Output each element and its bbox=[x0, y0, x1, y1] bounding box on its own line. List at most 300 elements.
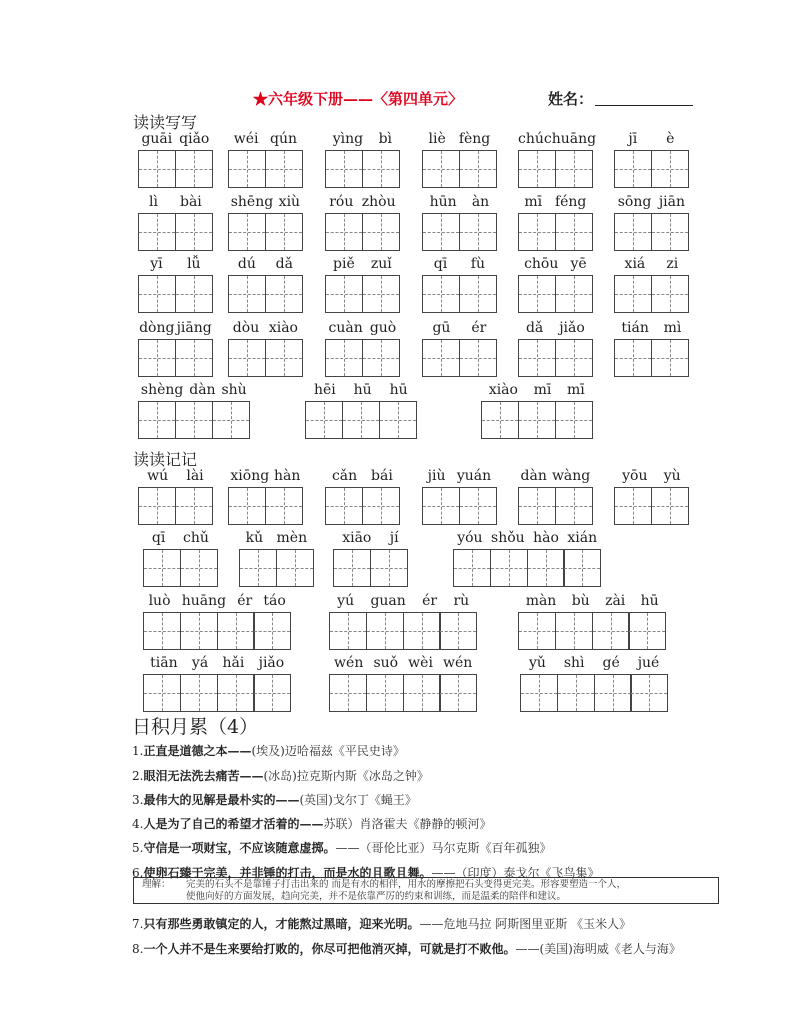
quote-source: (冰岛)拉克斯内斯《冰岛之钟》 bbox=[263, 769, 429, 783]
pinyin-syllable: yuán bbox=[456, 468, 492, 484]
tianzige-cell[interactable] bbox=[276, 549, 314, 587]
tianzige-cell[interactable] bbox=[594, 674, 632, 712]
quote-item bbox=[132, 839, 551, 856]
tianzige-cell[interactable] bbox=[325, 339, 363, 377]
writing-boxes bbox=[614, 487, 689, 525]
pinyin bbox=[333, 530, 408, 546]
pinyin bbox=[138, 382, 250, 398]
pinyin-syllable: zuǐ bbox=[370, 256, 392, 272]
pinyin bbox=[422, 131, 497, 147]
writing-boxes bbox=[614, 213, 689, 251]
tianzige-cell[interactable] bbox=[555, 612, 593, 650]
tianzige-cell[interactable] bbox=[305, 401, 343, 439]
tianzige-cell[interactable] bbox=[630, 674, 668, 712]
pinyin bbox=[325, 256, 400, 272]
writing-boxes bbox=[143, 674, 291, 712]
tianzige-cell[interactable] bbox=[370, 549, 408, 587]
pinyin-syllable: hū bbox=[389, 382, 408, 398]
tianzige-cell[interactable] bbox=[651, 339, 689, 377]
read-remember-word bbox=[143, 655, 291, 713]
pinyin bbox=[143, 593, 291, 609]
pinyin bbox=[614, 131, 689, 147]
pinyin-syllable: dú bbox=[237, 256, 256, 272]
tianzige-cell[interactable] bbox=[592, 612, 630, 650]
tianzige-cell[interactable] bbox=[518, 401, 556, 439]
pinyin-syllable: ér bbox=[471, 320, 487, 336]
writing-boxes bbox=[138, 339, 213, 377]
pinyin-syllable: bài bbox=[179, 194, 202, 210]
tianzige-cell[interactable] bbox=[325, 487, 363, 525]
tianzige-cell[interactable] bbox=[366, 612, 404, 650]
explanation-box bbox=[133, 877, 719, 904]
tianzige-cell[interactable] bbox=[518, 612, 556, 650]
pinyin-syllable: ér bbox=[237, 593, 253, 609]
pinyin-syllable: jiāng bbox=[176, 320, 212, 336]
tianzige-cell[interactable] bbox=[557, 674, 595, 712]
pinyin-syllable: hūn bbox=[429, 194, 457, 210]
quote-source: ——危地马拉 阿斯图里亚斯 《玉米人》 bbox=[419, 917, 632, 931]
tianzige-cell[interactable] bbox=[228, 339, 266, 377]
read-write-word bbox=[138, 256, 213, 314]
quote-source: ——(美国)海明威《老人与海》 bbox=[515, 942, 681, 956]
writing-boxes bbox=[518, 213, 593, 251]
tianzige-cell[interactable] bbox=[422, 487, 460, 525]
pinyin bbox=[228, 320, 303, 336]
read-remember-word bbox=[518, 593, 666, 651]
pinyin-syllable: mī bbox=[524, 194, 543, 210]
quote-number: 4. bbox=[132, 817, 144, 831]
tianzige-cell[interactable] bbox=[217, 674, 255, 712]
read-write-word bbox=[422, 194, 497, 252]
writing-boxes bbox=[422, 275, 497, 313]
pinyin-syllable: bái bbox=[371, 468, 393, 484]
pinyin-syllable: jué bbox=[637, 655, 660, 671]
tianzige-cell[interactable] bbox=[333, 549, 371, 587]
read-write-word bbox=[614, 320, 689, 378]
tianzige-cell[interactable] bbox=[325, 150, 363, 188]
pinyin bbox=[614, 194, 689, 210]
tianzige-cell[interactable] bbox=[614, 339, 652, 377]
header bbox=[0, 88, 794, 112]
tianzige-cell[interactable] bbox=[614, 275, 652, 313]
pinyin-syllable: dòng bbox=[139, 320, 175, 336]
pinyin bbox=[143, 655, 291, 671]
tianzige-cell[interactable] bbox=[518, 150, 556, 188]
read-write-word bbox=[325, 256, 400, 314]
quote-text: 人是为了自己的希望才活着的—— bbox=[143, 817, 324, 831]
writing-boxes bbox=[520, 674, 668, 712]
pinyin-syllable: féng bbox=[554, 194, 587, 210]
tianzige-cell[interactable] bbox=[138, 213, 176, 251]
tianzige-cell[interactable] bbox=[138, 275, 176, 313]
read-write-word bbox=[138, 382, 250, 440]
tianzige-cell[interactable] bbox=[555, 213, 593, 251]
tianzige-cell[interactable] bbox=[651, 487, 689, 525]
pinyin bbox=[325, 194, 400, 210]
tianzige-cell[interactable] bbox=[422, 275, 460, 313]
tianzige-cell[interactable] bbox=[175, 275, 213, 313]
pinyin-syllable: xiá bbox=[624, 256, 646, 272]
read-write-word bbox=[138, 194, 213, 252]
tianzige-cell[interactable] bbox=[329, 674, 367, 712]
tianzige-cell[interactable] bbox=[175, 401, 213, 439]
pinyin bbox=[518, 194, 593, 210]
read-write-word bbox=[228, 131, 303, 189]
pinyin-syllable: xiāo bbox=[342, 530, 372, 546]
pinyin-syllable: xiōng bbox=[230, 468, 270, 484]
pinyin bbox=[422, 256, 497, 272]
pinyin-syllable: cǎn bbox=[331, 468, 358, 484]
pinyin-syllable: qiǎo bbox=[179, 131, 210, 147]
pinyin-syllable: guan bbox=[370, 593, 406, 609]
tianzige-cell[interactable] bbox=[175, 339, 213, 377]
tianzige-cell[interactable] bbox=[138, 150, 176, 188]
pinyin-syllable: wéi bbox=[233, 131, 259, 147]
tianzige-cell[interactable] bbox=[212, 401, 250, 439]
read-write-word bbox=[518, 320, 593, 378]
pinyin bbox=[305, 382, 417, 398]
tianzige-cell[interactable] bbox=[362, 339, 400, 377]
read-remember-word bbox=[422, 468, 497, 526]
pinyin-syllable: xiào bbox=[488, 382, 518, 398]
tianzige-cell[interactable] bbox=[362, 213, 400, 251]
pinyin-syllable: tián bbox=[621, 320, 649, 336]
tianzige-cell[interactable] bbox=[459, 339, 497, 377]
writing-boxes bbox=[453, 549, 601, 587]
writing-boxes bbox=[518, 150, 593, 188]
tianzige-cell[interactable] bbox=[403, 674, 441, 712]
tianzige-cell[interactable] bbox=[422, 150, 460, 188]
tianzige-cell[interactable] bbox=[555, 275, 593, 313]
pinyin-syllable: kǔ bbox=[245, 530, 264, 546]
read-write-word bbox=[325, 131, 400, 189]
tianzige-cell[interactable] bbox=[253, 612, 291, 650]
tianzige-cell[interactable] bbox=[362, 487, 400, 525]
quote-source: 苏联）肖洛霍夫《静静的顿河》 bbox=[323, 817, 492, 831]
pinyin-syllable: gé bbox=[602, 655, 620, 671]
quote-source: (埃及)迈哈福兹《平民史诗》 bbox=[251, 744, 405, 758]
quote-text: 只有那些勇敢镇定的人，才能熬过黑暗，迎来光明。 bbox=[143, 917, 420, 931]
quote-number: 6. bbox=[132, 866, 144, 880]
tianzige-cell[interactable] bbox=[459, 150, 497, 188]
tianzige-cell[interactable] bbox=[520, 674, 558, 712]
pinyin-syllable: shēng bbox=[230, 194, 274, 210]
writing-boxes bbox=[325, 150, 400, 188]
pinyin-syllable: piě bbox=[333, 256, 355, 272]
pinyin-syllable: àn bbox=[471, 194, 490, 210]
tianzige-cell[interactable] bbox=[439, 612, 477, 650]
quote-number: 8. bbox=[132, 942, 144, 956]
pinyin-syllable: gū bbox=[432, 320, 451, 336]
tianzige-cell[interactable] bbox=[342, 401, 380, 439]
tianzige-cell[interactable] bbox=[459, 487, 497, 525]
pinyin-syllable: sōng bbox=[617, 194, 652, 210]
read-write-word bbox=[228, 194, 303, 252]
pinyin bbox=[325, 468, 400, 484]
tianzige-cell[interactable] bbox=[138, 487, 176, 525]
read-remember-word bbox=[518, 468, 593, 526]
pinyin-syllable: hēi bbox=[313, 382, 336, 398]
pinyin-syllable: mī bbox=[533, 382, 552, 398]
pinyin-syllable: mèn bbox=[276, 530, 308, 546]
tianzige-cell[interactable] bbox=[453, 549, 491, 587]
pinyin bbox=[481, 382, 593, 398]
writing-boxes bbox=[614, 275, 689, 313]
tianzige-cell[interactable] bbox=[239, 549, 277, 587]
pinyin-syllable: chuāng bbox=[543, 131, 597, 147]
writing-boxes bbox=[325, 213, 400, 251]
pinyin-syllable: shì bbox=[563, 655, 585, 671]
pinyin-syllable: rù bbox=[453, 593, 470, 609]
tianzige-cell[interactable] bbox=[555, 150, 593, 188]
tianzige-cell[interactable] bbox=[253, 674, 291, 712]
pinyin-syllable: shǒu bbox=[491, 530, 525, 546]
section-read-remember: 读读记记 bbox=[133, 450, 198, 469]
writing-boxes bbox=[422, 487, 497, 525]
pinyin-syllable: wén bbox=[334, 655, 364, 671]
pinyin-syllable: qún bbox=[270, 131, 298, 147]
writing-boxes bbox=[422, 150, 497, 188]
pinyin bbox=[138, 194, 213, 210]
tianzige-cell[interactable] bbox=[518, 275, 556, 313]
pinyin-syllable: suǒ bbox=[373, 655, 399, 671]
writing-boxes bbox=[228, 150, 303, 188]
tianzige-cell[interactable] bbox=[138, 401, 176, 439]
pinyin-syllable: chǔ bbox=[183, 530, 209, 546]
tianzige-cell[interactable] bbox=[614, 487, 652, 525]
tianzige-cell[interactable] bbox=[228, 487, 266, 525]
read-remember-word bbox=[329, 655, 477, 713]
pinyin-syllable: jiù bbox=[427, 468, 446, 484]
tianzige-cell[interactable] bbox=[527, 549, 565, 587]
read-remember-word bbox=[228, 468, 303, 526]
pinyin-syllable: luò bbox=[148, 593, 171, 609]
tianzige-cell[interactable] bbox=[481, 401, 519, 439]
pinyin bbox=[518, 593, 666, 609]
pinyin bbox=[325, 131, 400, 147]
pinyin-syllable: tiān bbox=[150, 655, 178, 671]
pinyin-syllable: yù bbox=[663, 468, 681, 484]
pinyin-syllable: qī bbox=[433, 256, 448, 272]
tianzige-cell[interactable] bbox=[143, 549, 181, 587]
pinyin-syllable: shèng bbox=[140, 382, 184, 398]
pinyin bbox=[518, 468, 593, 484]
read-write-word bbox=[518, 131, 597, 189]
tianzige-cell[interactable] bbox=[180, 549, 218, 587]
quote-number: 1. bbox=[132, 744, 144, 758]
quote-number: 3. bbox=[132, 793, 144, 807]
tianzige-cell[interactable] bbox=[555, 487, 593, 525]
writing-boxes bbox=[333, 549, 408, 587]
pinyin-syllable: lǚ bbox=[187, 256, 201, 272]
tianzige-cell[interactable] bbox=[490, 549, 528, 587]
writing-boxes bbox=[518, 487, 593, 525]
tianzige-cell[interactable] bbox=[518, 339, 556, 377]
tianzige-cell[interactable] bbox=[138, 339, 176, 377]
read-remember-word bbox=[453, 530, 601, 588]
pinyin-syllable: wèi bbox=[408, 655, 433, 671]
tianzige-cell[interactable] bbox=[325, 275, 363, 313]
tianzige-cell[interactable] bbox=[265, 487, 303, 525]
pinyin-syllable: dòu bbox=[232, 320, 260, 336]
read-write-word bbox=[422, 320, 497, 378]
tianzige-cell[interactable] bbox=[265, 339, 303, 377]
pinyin bbox=[329, 593, 477, 609]
quote-item bbox=[132, 742, 405, 759]
read-remember-word bbox=[333, 530, 408, 588]
pinyin bbox=[422, 194, 497, 210]
tianzige-cell[interactable] bbox=[439, 674, 477, 712]
tianzige-cell[interactable] bbox=[422, 339, 460, 377]
tianzige-cell[interactable] bbox=[555, 339, 593, 377]
pinyin-syllable: wén bbox=[443, 655, 473, 671]
read-write-word bbox=[325, 194, 400, 252]
read-write-word bbox=[518, 194, 593, 252]
read-write-word bbox=[614, 256, 689, 314]
tianzige-cell[interactable] bbox=[518, 213, 556, 251]
writing-boxes bbox=[228, 487, 303, 525]
pinyin bbox=[228, 131, 303, 147]
quote-source: (英国)戈尔丁《蝇王》 bbox=[299, 793, 417, 807]
tianzige-cell[interactable] bbox=[459, 213, 497, 251]
pinyin-syllable: jiǎo bbox=[258, 655, 285, 671]
tianzige-cell[interactable] bbox=[143, 612, 181, 650]
pinyin bbox=[138, 468, 213, 484]
tianzige-cell[interactable] bbox=[265, 213, 303, 251]
quote-number: 2. bbox=[132, 769, 144, 783]
read-remember-word bbox=[138, 468, 213, 526]
tianzige-cell[interactable] bbox=[563, 549, 601, 587]
pinyin-syllable: yá bbox=[191, 655, 209, 671]
explanation-line-2: 使他向好的方面发展，趋向完美，并不是依靠严厉的约束和训练，而是温柔的陪伴和建议。 bbox=[186, 891, 567, 902]
tianzige-cell[interactable] bbox=[459, 275, 497, 313]
writing-boxes bbox=[422, 213, 497, 251]
pinyin bbox=[239, 530, 314, 546]
read-remember-word bbox=[520, 655, 668, 713]
pinyin-syllable: yóu bbox=[457, 530, 483, 546]
tianzige-cell[interactable] bbox=[175, 150, 213, 188]
pinyin-syllable: màn bbox=[525, 593, 557, 609]
pinyin-syllable: zài bbox=[605, 593, 626, 609]
tianzige-cell[interactable] bbox=[518, 487, 556, 525]
pinyin bbox=[520, 655, 668, 671]
tianzige-cell[interactable] bbox=[228, 213, 266, 251]
writing-boxes bbox=[143, 549, 218, 587]
read-remember-word bbox=[143, 593, 291, 651]
tianzige-cell[interactable] bbox=[422, 213, 460, 251]
pinyin-syllable: qī bbox=[151, 530, 166, 546]
tianzige-cell[interactable] bbox=[325, 213, 363, 251]
read-write-word bbox=[325, 320, 400, 378]
quote-item bbox=[132, 791, 417, 808]
read-write-word bbox=[422, 131, 497, 189]
pinyin-syllable: jī bbox=[628, 131, 638, 147]
tianzige-cell[interactable] bbox=[228, 275, 266, 313]
read-write-word bbox=[138, 131, 213, 189]
tianzige-cell[interactable] bbox=[366, 674, 404, 712]
tianzige-cell[interactable] bbox=[329, 612, 367, 650]
pinyin-syllable: dàn bbox=[189, 382, 216, 398]
tianzige-cell[interactable] bbox=[403, 612, 441, 650]
tianzige-cell[interactable] bbox=[362, 150, 400, 188]
section-read-write: 读读写写 bbox=[133, 113, 198, 132]
writing-boxes bbox=[228, 275, 303, 313]
tianzige-cell[interactable] bbox=[362, 275, 400, 313]
pinyin bbox=[143, 530, 218, 546]
pinyin-syllable: xiù bbox=[278, 194, 301, 210]
tianzige-cell[interactable] bbox=[628, 612, 666, 650]
tianzige-cell[interactable] bbox=[228, 150, 266, 188]
quote-source: ——（印度）泰戈尔《飞鸟集》 bbox=[431, 866, 600, 880]
pinyin-syllable: cuàn bbox=[328, 320, 363, 336]
name-field[interactable] bbox=[595, 105, 693, 106]
pinyin bbox=[422, 468, 497, 484]
writing-boxes bbox=[518, 612, 666, 650]
writing-boxes bbox=[518, 339, 593, 377]
tianzige-cell[interactable] bbox=[651, 275, 689, 313]
tianzige-cell[interactable] bbox=[175, 213, 213, 251]
read-write-word bbox=[614, 194, 689, 252]
pinyin-syllable: yī bbox=[150, 256, 163, 272]
explanation-line-1: 完美的石头不是靠锤子打击出来的 而是有水的相伴，用水的摩擦把石头变得更完美。形容要塑造一个人， bbox=[186, 879, 627, 890]
quote-item bbox=[132, 767, 429, 784]
tianzige-cell[interactable] bbox=[614, 213, 652, 251]
tianzige-cell[interactable] bbox=[180, 674, 218, 712]
name-label: 姓名： bbox=[548, 90, 594, 108]
writing-boxes bbox=[143, 612, 291, 650]
writing-boxes bbox=[481, 401, 593, 439]
pinyin-syllable: wàng bbox=[551, 468, 591, 484]
tianzige-cell[interactable] bbox=[217, 612, 255, 650]
writing-boxes bbox=[325, 487, 400, 525]
quote-text: 一个人并不是生来要给打败的，你尽可把他消灭掉，可就是打不败他。 bbox=[143, 942, 516, 956]
tianzige-cell[interactable] bbox=[651, 213, 689, 251]
pinyin bbox=[614, 468, 689, 484]
pinyin-syllable: dǎ bbox=[525, 320, 544, 336]
pinyin bbox=[138, 131, 213, 147]
quote-source: ——（哥伦比亚）马尔克斯《百年孤独》 bbox=[335, 841, 552, 855]
tianzige-cell[interactable] bbox=[265, 275, 303, 313]
pinyin bbox=[518, 256, 593, 272]
pinyin-syllable: bù bbox=[571, 593, 590, 609]
writing-boxes bbox=[325, 275, 400, 313]
tianzige-cell[interactable] bbox=[555, 401, 593, 439]
tianzige-cell[interactable] bbox=[265, 150, 303, 188]
pinyin-syllable: shù bbox=[221, 382, 247, 398]
tianzige-cell[interactable] bbox=[180, 612, 218, 650]
writing-boxes bbox=[329, 612, 477, 650]
quote-text: 守信是一项财宝，不应该随意虚掷。 bbox=[143, 841, 336, 855]
read-write-word bbox=[228, 256, 303, 314]
pinyin-syllable: jiǎo bbox=[559, 320, 585, 336]
read-remember-word bbox=[614, 468, 689, 526]
writing-boxes bbox=[614, 150, 689, 188]
pinyin-syllable: xiào bbox=[268, 320, 298, 336]
tianzige-cell[interactable] bbox=[143, 674, 181, 712]
tianzige-cell[interactable] bbox=[651, 150, 689, 188]
tianzige-cell[interactable] bbox=[175, 487, 213, 525]
tianzige-cell[interactable] bbox=[379, 401, 417, 439]
writing-boxes bbox=[614, 339, 689, 377]
pinyin bbox=[228, 468, 303, 484]
pinyin-syllable: è bbox=[666, 131, 675, 147]
pinyin-syllable: yǔ bbox=[528, 655, 546, 671]
pinyin-syllable: chōu bbox=[524, 256, 559, 272]
pinyin-syllable: yē bbox=[570, 256, 587, 272]
quote-number: 5. bbox=[132, 841, 144, 855]
quote-item bbox=[132, 915, 631, 932]
tianzige-cell[interactable] bbox=[614, 150, 652, 188]
